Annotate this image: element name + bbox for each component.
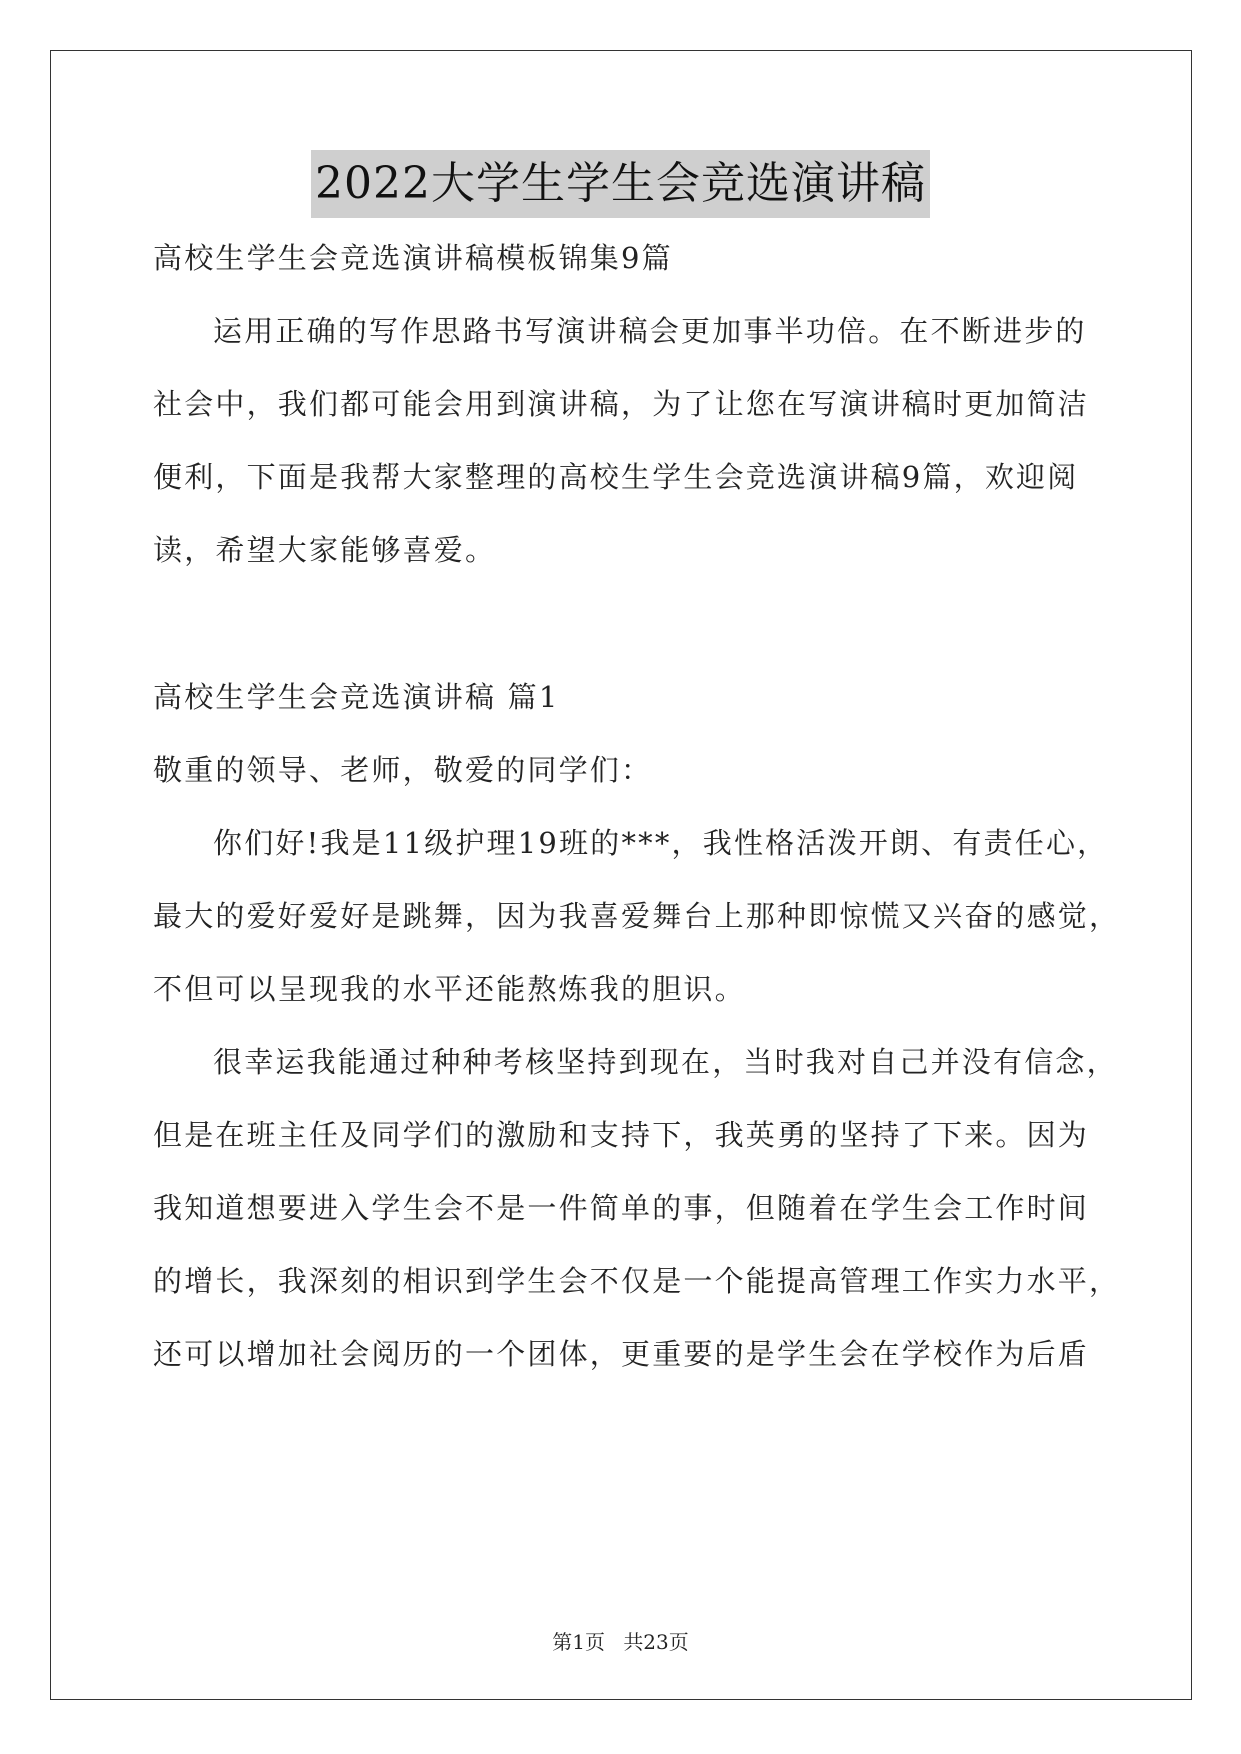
intro-line-1: 运用正确的写作思路书写演讲稿会更加事半功倍。在不断进步的 bbox=[213, 314, 1087, 348]
paragraph2-line-3: 我知道想要进入学生会不是一件简单的事，但随着在学生会工作时间 bbox=[153, 1191, 1090, 1225]
intro-line-2: 社会中，我们都可能会用到演讲稿，为了让您在写演讲稿时更加简洁 bbox=[153, 387, 1090, 421]
intro-line-4: 读，希望大家能够喜爱。 bbox=[153, 533, 497, 567]
section-heading: 高校生学生会竞选演讲稿 篇1 bbox=[153, 680, 560, 714]
page-number: 第1页 bbox=[552, 1630, 605, 1654]
intro-line-3: 便利，下面是我帮大家整理的高校生学生会竞选演讲稿9篇，欢迎阅 bbox=[153, 460, 1079, 494]
document-title: 2022大学生学生会竞选演讲稿 bbox=[311, 150, 930, 218]
page-total: 共23页 bbox=[623, 1630, 689, 1654]
title-container bbox=[0, 150, 1241, 218]
paragraph2-line-2: 但是在班主任及同学们的激励和支持下，我英勇的坚持了下来。因为 bbox=[153, 1118, 1090, 1152]
page-border bbox=[50, 50, 1192, 1700]
paragraph2-line-1: 很幸运我能通过种种考核坚持到现在，当时我对自己并没有信念， bbox=[213, 1045, 1118, 1079]
document-subtitle: 高校生学生会竞选演讲稿模板锦集9篇 bbox=[153, 241, 673, 275]
paragraph1-line-1: 你们好!我是11级护理19班的***，我性格活泼开朗、有责任心， bbox=[213, 826, 1109, 860]
paragraph2-line-4: 的增长，我深刻的相识到学生会不仅是一个能提高管理工作实力水平， bbox=[153, 1264, 1121, 1298]
paragraph1-line-2: 最大的爱好爱好是跳舞，因为我喜爱舞台上那种即惊慌又兴奋的感觉， bbox=[153, 899, 1121, 933]
paragraph1-line-3: 不但可以呈现我的水平还能熬炼我的胆识。 bbox=[153, 972, 746, 1006]
page-footer bbox=[0, 1626, 1241, 1655]
paragraph2-line-5: 还可以增加社会阅历的一个团体，更重要的是学生会在学校作为后盾 bbox=[153, 1337, 1090, 1371]
salutation: 敬重的领导、老师，敬爱的同学们： bbox=[153, 753, 653, 787]
